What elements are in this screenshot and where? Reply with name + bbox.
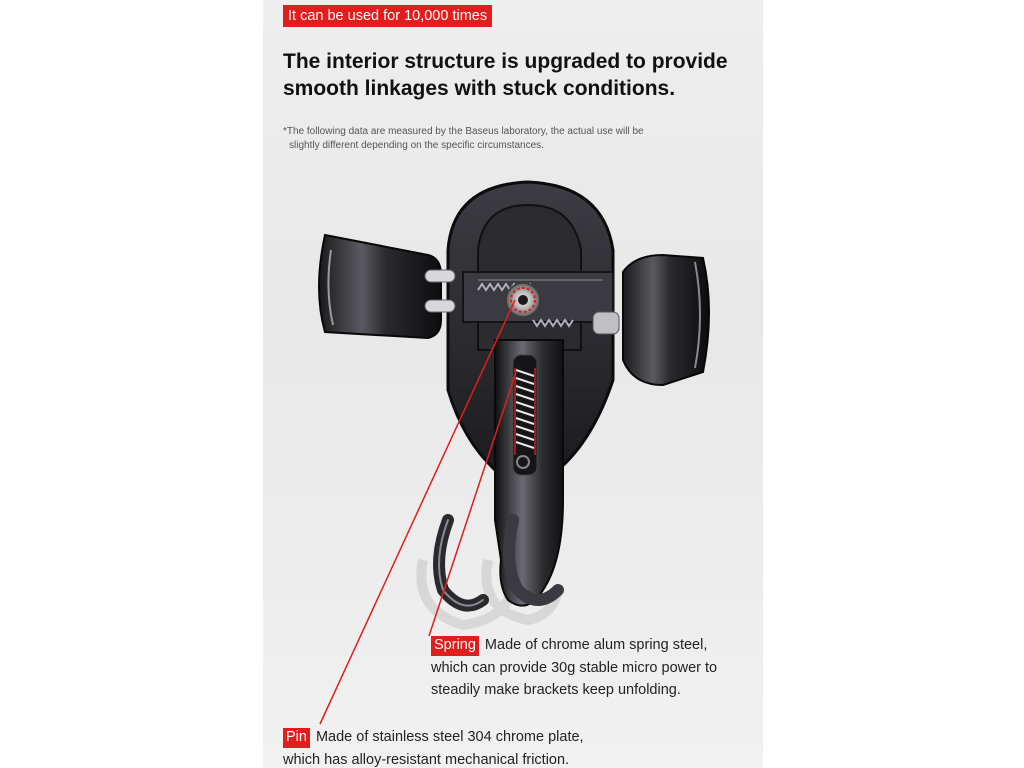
- pin-desc-1: Made of stainless steel 304 chrome plate,: [315, 729, 584, 745]
- spring-label: Spring: [431, 636, 479, 656]
- spring-desc-3: steadily make brackets keep unfolding.: [431, 682, 681, 698]
- disclaimer-line-1: *The following data are measured by the Baseus laboratory, the actual use will be: [283, 126, 644, 137]
- headline-line-2: smooth linkages with stuck conditions.: [283, 77, 676, 100]
- left-grip: [319, 235, 441, 338]
- headline-line-1: The interior structure is upgraded to provide: [283, 50, 728, 73]
- disclaimer-line-2: slightly different depending on the specific circumstances.: [289, 140, 544, 151]
- pin-label: Pin: [283, 728, 310, 748]
- pin-callout-line-1: [283, 726, 753, 749]
- right-grip-pin: [593, 312, 619, 334]
- pin-callout: [283, 726, 753, 768]
- usage-badge: It can be used for 10,000 times: [283, 5, 492, 27]
- pin-desc-2: which has alloy-resistant mechanical friction.: [283, 751, 570, 768]
- spring-desc-2: which can provide 30g stable micro power to: [431, 659, 718, 676]
- spring-desc-1: Made of chrome alum spring steel,: [484, 637, 708, 653]
- spring-callout: [431, 634, 761, 702]
- feature-panel: [263, 0, 763, 768]
- spring-callout-line-1: [431, 634, 761, 657]
- left-grip-pin: [425, 270, 455, 282]
